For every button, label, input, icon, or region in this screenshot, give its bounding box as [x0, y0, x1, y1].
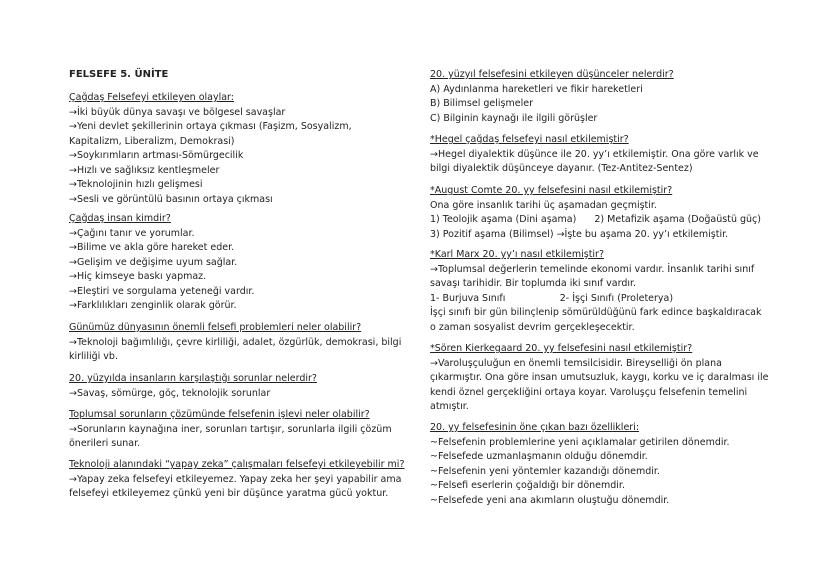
section-question: Günümüz dünyasının önemli felsefi problemleri neler olabilir? [69, 322, 362, 333]
answer-line: o zaman sosyalist devrim gerçekleşecektir. [430, 321, 635, 333]
answer-line: savaşı tarihidir. Bir toplumda iki sınıf vardır. [430, 278, 637, 289]
answer-line: önerileri sunar. [69, 438, 141, 449]
answer-line: →Sorunların kaynağına iner, sorunları tartışır, sorunlarla ilgili çözüm [69, 423, 392, 435]
answer-line: →Gelişim ve değişime uyum sağlar. [69, 256, 238, 268]
answer-line: 1) Teolojik aşama (Dini aşama) 2) Metafizik aşama (Doğaüstü güç) [430, 214, 761, 225]
section-question: Çağdaş Felsefeyi etkileyen olaylar: [69, 92, 234, 103]
answer-line: A) Aydınlanma hareketleri ve fikir hareketleri [430, 83, 643, 95]
section-question: *Hegel çağdaş felsefeyi nasıl etkilemiştir? [430, 134, 629, 145]
answer-line: B) Bilimsel gelişmeler [430, 98, 533, 109]
answer-line: Kapitalizm, Liberalizm, Demokrasi) [69, 135, 235, 147]
section-question: 20. yüzyılda insanların karşılaştığı sorunlar nelerdir? [69, 373, 317, 384]
answer-line: →Yeni devlet şekillerinin ortaya çıkması (Faşizm, Sosyalizm, [69, 121, 352, 132]
section-question: 20. yüzyıl felsefesini etkileyen düşünceler nelerdir? [430, 69, 674, 80]
section-question: Toplumsal sorunların çözümünde felsefenin işlevi neler olabilir? [69, 409, 370, 420]
answer-line: bilgi diyalektik düşünceye dayanır. (Tez-Antitez-Sentez) [430, 163, 693, 174]
section-question: *Karl Marx 20. yy’ı nasıl etkilemiştir? [430, 249, 605, 260]
answer-line: →Farklılıkları zenginlik olarak görür. [69, 300, 237, 311]
answer-line: →Teknoloji bağımlılığı, çevre kirliliği, adalet, özgürlük, demokrasi, bilgi [69, 336, 402, 348]
answer-line: atmıştır. [430, 401, 469, 412]
answer-line: →Eleştiri ve sorgulama yeteneği vardır. [69, 285, 255, 297]
section-question: Çağdaş insan kimdir? [69, 213, 171, 224]
section-philosophical-problems [69, 321, 409, 365]
answer-line: kirliliği vb. [69, 351, 118, 362]
answer-line: ~Felsefenin problemlerine yeni açıklamalar getirilen dönemdir. [430, 436, 730, 448]
section-20th-century-thoughts [430, 68, 790, 126]
section-contemporary-human [69, 212, 409, 314]
section-comte [430, 184, 790, 242]
answer-line: →Savaş, sömürge, göç, teknolojik sorunlar [69, 387, 271, 399]
section-kierkegaard [430, 342, 790, 415]
section-artificial-intelligence [69, 458, 409, 502]
section-question: *August Comte 20. yy felsefesini nasıl etkilemiştir? [430, 185, 673, 196]
answer-line: ~Felsefi eserlerin çoğaldığı bir dönemdir. [430, 480, 625, 491]
section-hegel [430, 133, 790, 177]
section-contemporary-events [69, 91, 409, 207]
answer-line: →Sesli ve görüntülü basının ortaya çıkması [69, 193, 273, 205]
answer-line: felsefeyi etkileyemez çünkü yeni bir düşünce yaratma gücü yoktur. [69, 488, 389, 499]
answer-line: Ona göre insanlık tarihi üç aşamadan geçmiştir. [430, 199, 657, 211]
section-20th-century-problems [69, 372, 409, 401]
answer-line: →Soykırımların artması-Sömürgecilik [69, 150, 244, 161]
page-title: FELSEFE 5. ÜNİTE [69, 69, 169, 80]
answer-line: çıkarmıştır. Ona göre insan umutsuzluk, kaygı, korku ve iç daralması ile [430, 372, 769, 383]
answer-line: →Hızlı ve sağlıksız kentleşmeler [69, 164, 220, 176]
answer-line: →Hiç kimseye baskı yapmaz. [69, 271, 207, 282]
answer-line: ~Felsefede yeni ana akımların oluştuğu dönemdir. [430, 494, 670, 506]
answer-line: →Bilime ve akla göre hareket eder. [69, 242, 235, 253]
answer-line: →Hegel diyalektik düşünce ile 20. yy’ı etkilemiştir. Ona göre varlık ve [430, 148, 759, 160]
section-question: Teknoloji alanındaki “yapay zeka” çalışmaları felsefeyi etkileyebilir mi? [69, 459, 405, 470]
section-question: 20. yy felsefesinin öne çıkan bazı özellikleri: [430, 422, 640, 433]
section-20th-century-features [430, 421, 790, 508]
answer-line: →Varoluşçuluğun en önemli temsilcisidir. Bireyselliği ön plana [430, 357, 722, 369]
answer-line: 1- Burjuva Sınıfı 2- İşçi Sınıfı (Proleterya) [430, 292, 674, 304]
answer-line: →Çağını tanır ve yorumlar. [69, 227, 195, 239]
section-question: *Sören Kierkegaard 20. yy felsefesini nasıl etkilemiştir? [430, 343, 693, 354]
section-social-problems [69, 408, 409, 452]
answer-line: →Toplumsal değerlerin temelinde ekonomi vardır. İnsanlık tarihi sınıf [430, 263, 755, 275]
answer-line: →Yapay zeka felsefeyi etkileyemez. Yapay zeka her şeyi yapabilir ama [69, 473, 402, 485]
answer-line: 3) Pozitif aşama (Bilimsel) →İşte bu aşama 20. yy’ı etkilemiştir. [430, 228, 729, 240]
answer-line: ~Felsefede uzmanlaşmanın olduğu dönemdir. [430, 451, 648, 462]
answer-line: kendi öznel gerçekliğini ortaya koyar. Varoluşçu felsefenin temelini [430, 386, 748, 398]
section-marx [430, 248, 790, 335]
answer-line: →Teknolojinin hızlı gelişmesi [69, 179, 203, 190]
answer-line: →İki büyük dünya savaşı ve bölgesel savaşlar [69, 106, 286, 118]
answer-line: C) Bilginin kaynağı ile ilgili görüşler [430, 112, 598, 124]
answer-line: ~Felsefenin yeni yöntemler kazandığı dönemdir. [430, 465, 660, 477]
answer-line: İşçi sınıfı bir gün bilinçlenip sömürüldüğünü fark edince başkaldıracak [430, 307, 762, 318]
